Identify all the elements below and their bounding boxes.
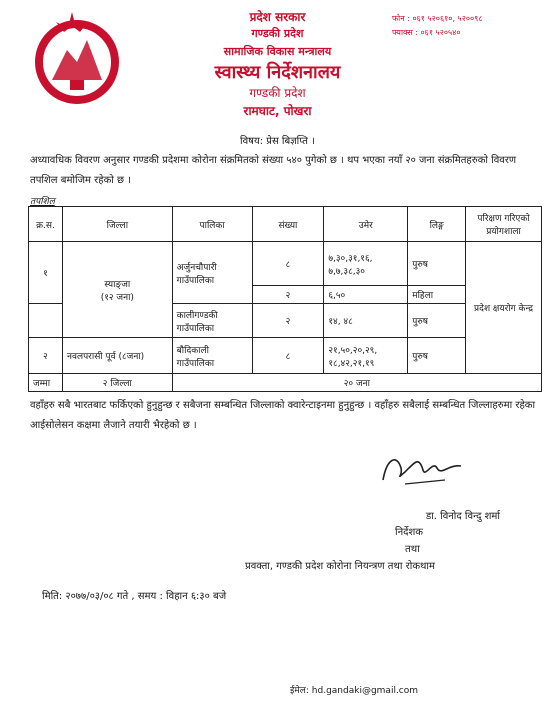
details-label: तपशिल: [30, 197, 55, 207]
phone-number: फोन : ०६१ ५२०६१०, ५२००९८: [392, 14, 483, 23]
letterhead-ministry: सामाजिक विकास मन्त्रालय: [223, 45, 332, 58]
signatory-role: प्रवक्ता, गण्डकी प्रदेश कोरोना नियन्त्रण तथा रोकथाम: [245, 561, 435, 572]
header-lab: परिक्षण गरिएको प्रयोगशाला: [466, 207, 542, 242]
note-paragraph: वहाँहरु सबै भारतबाट फर्किएको हुनुहुन्छ र सबैजना सम्बन्धित जिल्लाको क्वारेन्टाइनमा हुनुहुन्छ । वहाँहरु सबैलाई सम्बन्धित जिल्लाहरुमा रहेका आईसोलेसन कक्षमा लैजाने तयारी भैरहेको छ ।: [30, 400, 536, 431]
cell-count: २: [252, 304, 324, 338]
cell-count: २: [252, 286, 324, 304]
cell-age: १४, ४८: [324, 304, 408, 338]
header-palika: पालिका: [172, 207, 252, 242]
header-sex: लिङ्ग: [408, 207, 466, 242]
cell-district: [62, 242, 172, 338]
total-label: जम्मा: [29, 374, 63, 392]
cell-sex: पुरुष: [408, 242, 466, 286]
total-districts: २ जिल्ला: [62, 374, 172, 392]
cell-count: ८: [252, 338, 324, 374]
signature-image: [375, 450, 465, 490]
contact-block: [392, 12, 483, 40]
district-count: (१२ जना): [100, 292, 134, 303]
cell-age: २१,५०,२०,२९, १८,४२,२१,१९: [324, 338, 408, 374]
table-row: [29, 242, 542, 286]
cell-sex: पुरुष: [408, 304, 466, 338]
signatory-and: तथा: [405, 544, 420, 555]
cell-palika: अर्जुनचौपारी गाउँपालिका: [172, 242, 252, 304]
subject-line: विषय: प्रेस बिज्ञप्ति ।: [240, 136, 315, 147]
table-row: [29, 338, 542, 374]
total-people: २० जना: [172, 374, 541, 392]
header-district: जिल्ला: [62, 207, 172, 242]
cell-lab: प्रदेश क्षयरोग केन्द्र: [466, 242, 542, 374]
header-count: संख्या: [252, 207, 324, 242]
letterhead-place: रामघाट, पोखरा: [243, 104, 312, 118]
fax-number: फ्याक्स : ०६१ ५२०५४०: [392, 28, 461, 37]
cell-count: ८: [252, 242, 324, 286]
header-age: उमेर: [324, 207, 408, 242]
cell-age: ६,५०: [324, 286, 408, 304]
letterhead-province: गण्डकी प्रदेश: [251, 27, 304, 40]
cell-sn: [29, 304, 63, 338]
cell-palika: कालीगण्डकी गाउँपालिका: [172, 304, 252, 338]
cell-sex: महिला: [408, 286, 466, 304]
cell-sn: १: [29, 242, 63, 304]
table-total-row: [29, 374, 542, 392]
cell-district: नवलपरासी पूर्व (८जना): [62, 338, 172, 374]
cell-sex: पुरुष: [408, 338, 466, 374]
cell-age: ७,३०,३१,१६, ७,७,३८,३०: [324, 242, 408, 286]
letterhead-office: स्वास्थ्य निर्देशनालय: [214, 62, 341, 83]
letterhead-government: प्रदेश सरकार: [249, 10, 306, 24]
cell-sn: २: [29, 338, 63, 374]
table-header-row: [29, 207, 542, 242]
letterhead-office-province: गण्डकी प्रदेश: [249, 86, 306, 100]
header-sn: क्र.स.: [29, 207, 63, 242]
date-time-line: मिति: २०७७/०३/०८ गते , समय : विहान ६:३० बजे: [42, 591, 227, 602]
cell-palika: बौदिकाली गाउँपालिका: [172, 338, 252, 374]
cases-table: [28, 206, 542, 392]
email-line: ईमेल: hd.gandaki@gmail.com: [290, 686, 419, 696]
intro-paragraph: अध्यावधिक विवरण अनुसार गण्डकी प्रदेशमा कोरोना संक्रमितको संख्या ५४० पुगेको छ । थप भएका नयाँ २० जना संक्रमितहरुको विवरण तपशिल बमोजिम रहेको छ ।: [30, 155, 517, 186]
signatory-name: डा. विनोद विन्दु शर्मा: [425, 511, 500, 522]
signatory-title: निर्देशक: [395, 527, 423, 538]
district-name: स्याङ्जा: [104, 279, 131, 290]
